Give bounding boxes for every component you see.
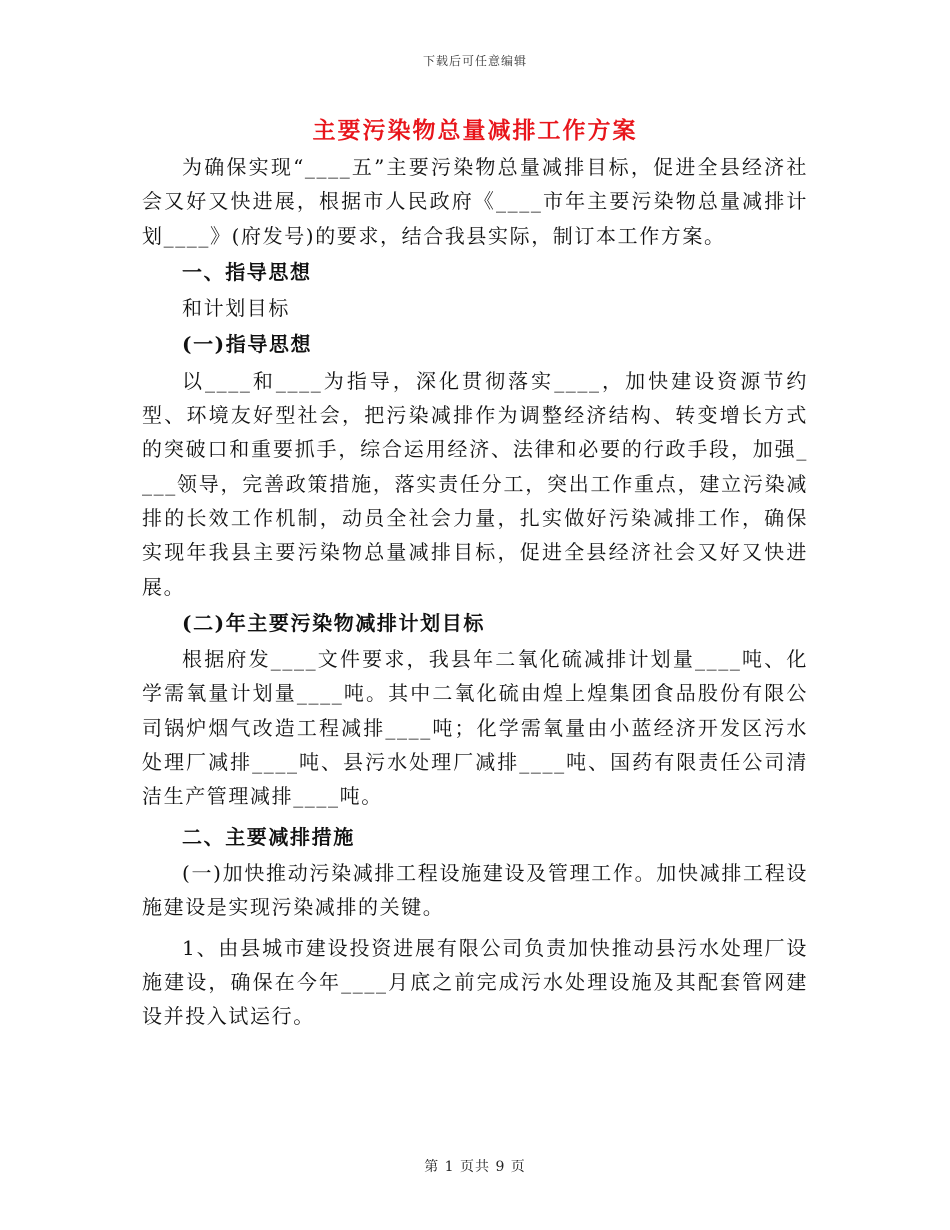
section2-paragraph-2: 1、由县城市建设投资进展有限公司负责加快推动县污水处理厂设施建设，确保在今年____月底之前完成污水处理设施及其配套管网建设并投入试运行。 [142, 935, 808, 1029]
subsection2-body: 根据府发____文件要求，我县年二氧化硫减排计划量____吨、化学需氧量计划量____吨。其中二氧化硫由煌上煌集团食品股份有限公司锅炉烟气改造工程减排____吨；化学需氧量由小蓝经济开发区污水处理厂减排____吨、县污水处理厂减排____吨、国药有限责任公司清洁生产管理减排____吨。 [142, 647, 808, 809]
subsection2-heading: (二)年主要污染物减排计划目标 [182, 610, 485, 635]
subsection1-heading: (一)指导思想 [182, 332, 313, 357]
header-note: 下载后可任意编辑 [422, 54, 527, 68]
section1-heading: 一、指导思想 [182, 259, 312, 284]
section2-paragraph-1: (一)加快推动污染减排工程设施建设及管理工作。加快减排工程设施建设是实现污染减排的关键。 [142, 860, 808, 920]
section2-heading: 二、主要减排措施 [182, 824, 355, 849]
document-title: 主要污染物总量减排工作方案 [312, 117, 638, 144]
intro-paragraph: 为确保实现“____五”主要污染物总量减排目标，促进全县经济社会又好又快进展，根据市人民政府《____市年主要污染物总量减排计划____》(府发号)的要求，结合我县实际，制订本工作方案。 [142, 155, 808, 248]
page-footer: 第 1 页共 9 页 [424, 1159, 526, 1175]
document-body [142, 150, 808, 1033]
subsection1-body: 以____和____为指导，深化贯彻落实____，加快建设资源节约型、环境友好型社会，把污染减排作为调整经济结构、转变增长方式的突破口和重要抓手，综合运用经济、法律和必要的行政手段，加强____领导，完善政策措施，落实责任分工，突出工作重点，建立污染减排的长效工作机制，动员全社会力量，扎实做好污染减排工作，确保实现年我县主要污染物总量减排目标，促进全县经济社会又好又快进展。 [142, 368, 808, 599]
section1-subline: 和计划目标 [182, 296, 290, 321]
